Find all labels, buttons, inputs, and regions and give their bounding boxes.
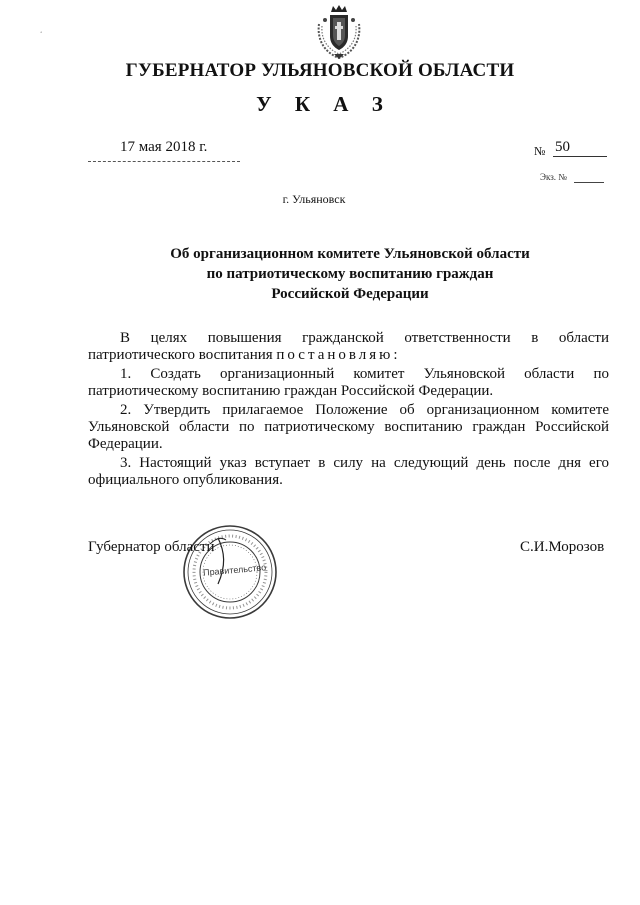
signatory-name: С.И.Морозов <box>520 539 605 555</box>
preamble-paragraph <box>88 330 609 364</box>
date-underline <box>88 161 240 162</box>
title-line-3: Российской Федерации <box>271 286 429 302</box>
document-title <box>60 244 640 304</box>
margin-mark: ʻ <box>40 30 43 38</box>
document-type: У К А З <box>256 92 392 116</box>
preamble-text: В целях повышения гражданской ответственности в области патриотического воспитания <box>88 330 609 363</box>
copy-number-line <box>574 182 604 183</box>
decree-word: постановляю: <box>276 347 401 363</box>
document-number: 50 <box>553 139 607 157</box>
clause-3: 3. Настоящий указ вступает в силу на следующий день после дня его официального опубликования. <box>88 455 609 488</box>
city: г. Ульяновск <box>282 192 346 206</box>
clause-2: 2. Утвердить прилагаемое Положение об организационном комитете Ульяновской области по патриотическому воспитанию граждан Российской Федерации. <box>88 402 609 452</box>
coat-of-arms-icon <box>313 4 365 60</box>
document-date: 17 мая 2018 г. <box>120 139 208 155</box>
title-line-2: по патриотическому воспитанию граждан <box>206 266 494 282</box>
official-stamp <box>180 522 280 622</box>
number-label: № <box>534 144 546 158</box>
stamp-text: Правительство <box>202 562 267 578</box>
issuing-authority: ГУБЕРНАТОР УЛЬЯНОВСКОЙ ОБЛАСТИ <box>125 60 515 81</box>
copy-number-label: Экз. № <box>540 172 567 182</box>
title-line-1: Об организационном комитете Ульяновской области <box>170 246 530 262</box>
clause-1: 1. Создать организационный комитет Ульяновской области по патриотическому воспитанию граждан Российской Федерации. <box>88 366 609 399</box>
signatory-title: Губернатор области <box>88 539 215 555</box>
